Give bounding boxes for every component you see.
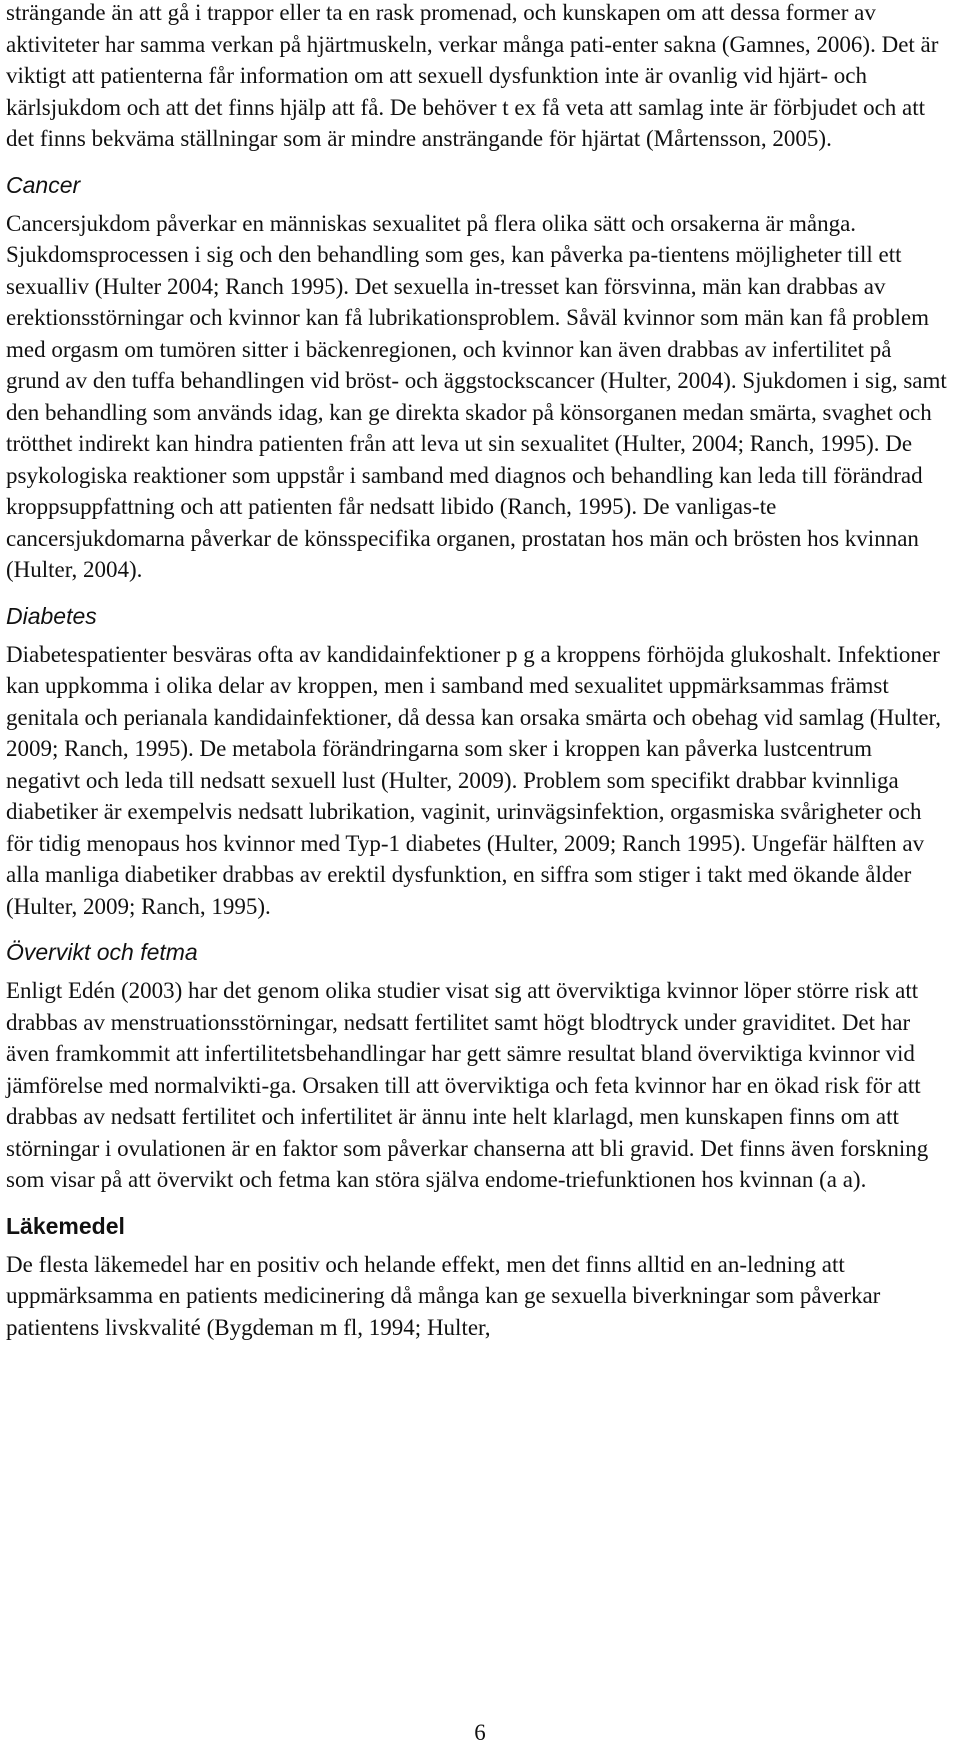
heading-diabetes: Diabetes	[6, 602, 97, 629]
heading-cancer: Cancer	[6, 171, 81, 198]
paragraph-obesity: Enligt Edén (2003) har det genom olika studier visat sig att överviktiga kvinnor löper större risk att drabbas av menstruationsstörningar, nedsatt fertilitet samt högt blodtryck under graviditet. Det har även framkommit att infertilitetsbehandlingar har gett sämre resultat bland överviktiga kvinnor vid jämförelse med normalvikti-ga. Orsaken till att överviktiga och feta kvinnor har en ökad risk för att drabbas av nedsatt fertilitet och infertilitet är ännu inte helt klarlagd, men kunskapen finns om att störningar i ovulationen är en faktor som påverkar chanserna att bli gravid. Det finns även forskning som visar på att övervikt och fetma kan störa själva endome-triefunktionen hos kvinnan (a a).	[6, 978, 929, 1192]
heading-medication: Läkemedel	[6, 1212, 125, 1239]
paragraph-intro: strängande än att gå i trappor eller ta en rask promenad, och kunskapen om att dessa former av aktiviteter har samma verkan på hjärtmuskeln, verkar många pati-enter sakna (Gamnes, 2006). Det är viktigt att patienterna får information om att sexuell dysfunktion inte är ovanlig vid hjärt- och kärlsjukdom och att det finns hjälp att få. De behöver t ex få veta att samlag inte är förbjudet och att det finns bekväma ställningar som är mindre ansträngande för hjärtat (Mårtensson, 2005).	[6, 0, 939, 151]
heading-obesity: Övervikt och fetma	[6, 939, 198, 965]
paragraph-medication: De flesta läkemedel har en positiv och helande effekt, men det finns alltid en an-ledning att uppmärksamma en patients medicinering då många kan ge sexuella biverkningar som påverkar patientens livskvalité (Bygdeman m fl, 1994; Hulter,	[6, 1251, 881, 1340]
paragraph-cancer: Cancersjukdom påverkar en människas sexualitet på flera olika sätt och orsakerna är många. Sjukdomsprocessen i sig och den behandling som ges, kan påverka pa-tientens möjligheter till ett sexualliv (Hulter 2004; Ranch 1995). Det sexuella in-tresset kan försvinna, män kan drabbas av erektionsstörningar och kvinnor kan få lubrikationsproblem. Såväl kvinnor som män kan få problem med orgasm om tumören sitter i bäckenregionen, och kvinnor kan även drabbas av infertilitet på grund av den tuffa behandlingen vid bröst- och äggstockscancer (Hulter, 2004). Sjukdomen i sig, samt den behandling som används idag, kan ge direkta skador på könsorganen medan smärta, svaghet och trötthet indirekt kan hindra patienten från att leva ut sin sexualitet (Hulter, 2004; Ranch, 1995). De psykologiska reaktioner som uppstår i samband med diagnos och behandling kan leda till förändrad kroppsuppfattning och att patienten får nedsatt libido (Ranch, 1995). De vanligas-te cancersjukdomarna påverkar de könsspecifika organen, prostatan hos män och brösten hos kvinnan (Hulter, 2004).	[6, 210, 947, 582]
paragraph-diabetes: Diabetespatienter besväras ofta av kandidainfektioner p g a kroppens förhöjda glukoshalt. Infektioner kan uppkomma i olika delar av kroppen, men i samband med sexualitet uppmärksammas främst genitala och perianala kandidainfektioner, då dessa kan orsaka smärta och obehag vid samlag (Hulter, 2009; Ranch, 1995). De metabola förändringarna som sker i kroppen kan påverka lustcentrum negativt och leda till nedsatt sexuell lust (Hulter, 2009). Problem som specifikt drabbar kvinnliga diabetiker är exempelvis nedsatt lubrikation, vaginit, urinvägsinfektion, orgasmiska svårigheter och för tidig menopaus hos kvinnor med Typ-1 diabetes (Hulter, 2009; Ranch 1995). Ungefär hälften av alla manliga diabetiker drabbas av erektil dysfunktion, en siffra som stiger i takt med ökande ålder (Hulter, 2009; Ranch, 1995).	[6, 641, 942, 919]
page-number: 6	[474, 1720, 486, 1745]
document-page	[6, 0, 950, 1343]
